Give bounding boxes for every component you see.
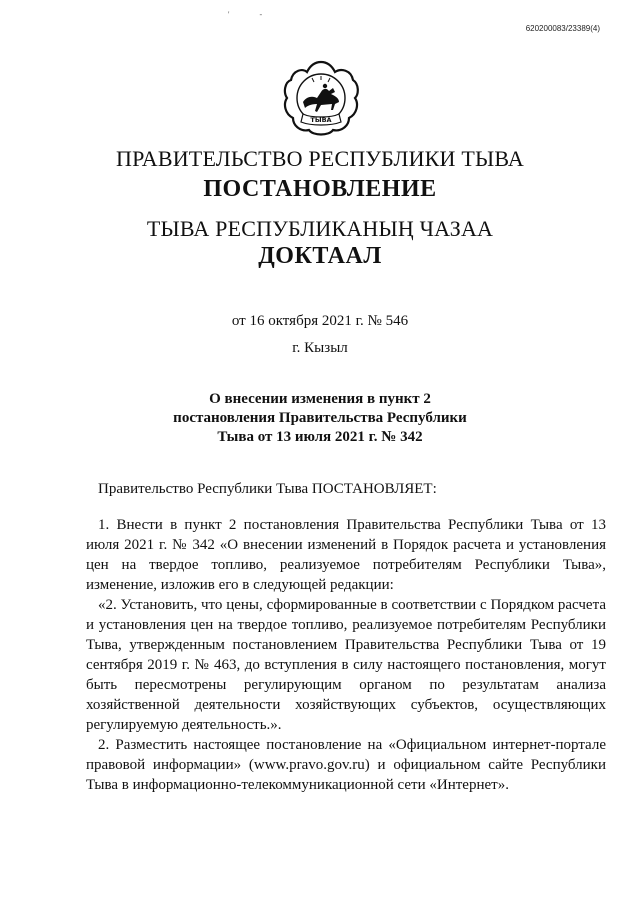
decree-subject-line: постановления Правительства Республики [173,410,467,426]
decree-subject-line: О внесении изменения в пункт 2 [209,391,431,407]
emblem-ribbon-label: ТЫВА [310,116,332,124]
government-title-ru: ПРАВИТЕЛЬСТВО РЕСПУБЛИКИ ТЫВА [116,146,524,171]
document-number: 620200083/23389(4) [525,24,600,33]
decree-subject-line: Тыва от 13 июля 2021 г. № 342 [217,429,423,445]
decree-heading-tyv: ДОКТААЛ [258,243,382,269]
decree-body [86,515,606,795]
paragraph-1: 1. Внести в пункт 2 постановления Правительства Республики Тыва от 13 июля 2021 г. № 342 «О внесении изменений в Порядок расчета и установления цен на твердое топливо, реализуемое потребителям Республики Тыва», изменение, изложив его в следующей редакции: [86,517,606,593]
scan-specks: ' - [228,10,277,19]
resolves-line: Правительство Республики Тыва ПОСТАНОВЛЯЕТ: [98,481,437,497]
decree-subject [0,390,640,447]
decree-city: г. Кызыл [292,340,348,356]
paragraph-2: 2. Разместить настоящее постановление на «Официальном интернет-портале правовой информации» (www.pravo.gov.ru) и официальном сайте Республики Тыва в информационно-телекоммуникационной сети «Интернет». [86,737,606,793]
tuva-emblem-icon [281,58,361,138]
government-title-tyv: ТЫВА РЕСПУБЛИКАНЫҢ ЧАЗАА [146,216,494,241]
paragraph-amendment: «2. Установить, что цены, сформированные в соответствии с Порядком расчета и установления цен на твердое топливо, реализуемое потребителям Республики Тыва, утвержденным постановлением Правительства Республики Тыва от 19 сентября 2019 г. № 463, до вступления в силу настоящего постановления, могут быть пересмотрены регулирующим органом по результатам анализа хозяйственной деятельности хозяйствующих субъектов, осуществляющих регулируемую деятельность.». [86,597,606,733]
decree-heading-ru: ПОСТАНОВЛЕНИЕ [203,176,437,202]
decree-date-number: от 16 октября 2021 г. № 546 [231,313,409,329]
